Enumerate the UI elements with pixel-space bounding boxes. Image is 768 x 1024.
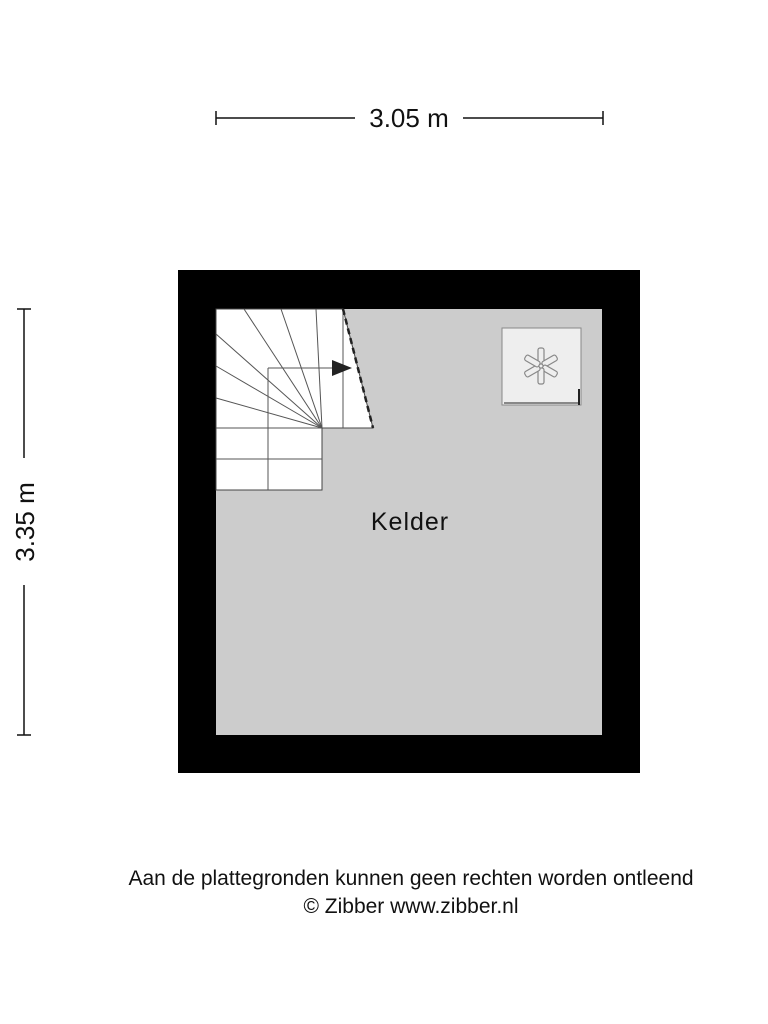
disclaimer-text: Aan de plattegronden kunnen geen rechten worden ontleend xyxy=(128,867,694,890)
room-name-label: Kelder xyxy=(370,508,450,536)
copyright-credit: © Zibber www.zibber.nl xyxy=(303,895,519,918)
width-dimension-label: 3.05 m xyxy=(369,103,449,133)
ventilation-fan-icon xyxy=(502,328,581,405)
width-dimension xyxy=(216,103,603,133)
height-dimension-label: 3.35 m xyxy=(10,482,40,562)
height-dimension xyxy=(10,309,40,735)
